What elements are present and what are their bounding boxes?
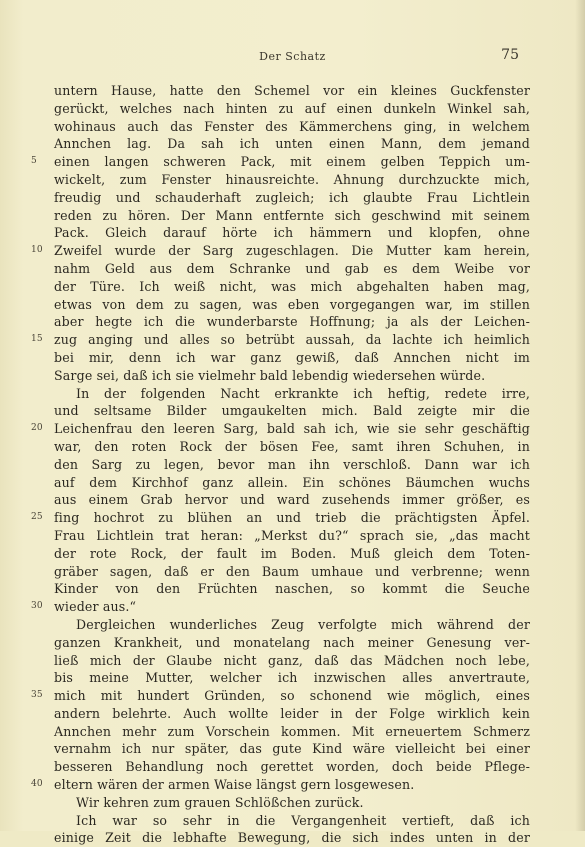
line-text: etwas von dem zu sagen, was eben vorgegangen war, im stillen [54, 296, 530, 312]
line-text: vernahm ich nur später, das gute Kind wäre vielleicht bei einer [54, 741, 530, 757]
line-text: aber hegte ich die wunderbarste Hoffnung; ja als der Leichen- [54, 314, 530, 330]
line-text: Dergleichen wunderliches Zeug verfolgte mich während der [76, 616, 530, 632]
text-line [54, 545, 530, 563]
text-line [54, 812, 530, 830]
line-text: besseren Behandlung noch gerettet worden, doch beide Pflege- [54, 759, 530, 775]
text-line [54, 652, 530, 670]
line-text: Leichenfrau den leeren Sarg, bald sah ich, wie sie sehr geschäftig [54, 421, 530, 437]
line-text: Sarge sei, daß ich sie vielmehr bald lebendig wiedersehen würde. [54, 367, 486, 383]
text-line [54, 634, 530, 652]
line-text: gerückt, welches nach hinten zu auf einen dunkeln Winkel sah, [54, 100, 530, 116]
line-text: der rote Rock, der fault im Boden. Muß gleich dem Toten- [54, 545, 530, 561]
text-line [31, 509, 530, 527]
text-line [54, 313, 530, 331]
line-number: 25 [31, 512, 43, 523]
line-text: zug anging und alles so betrübt aussah, da lachte ich heimlich [54, 332, 530, 348]
text-line [54, 260, 530, 278]
line-number: 40 [31, 779, 43, 790]
line-text: freudig und schauderhaft zugleich; ich glaubte Frau Lichtlein [54, 189, 530, 205]
text-line [54, 296, 530, 314]
page-number: 75 [501, 47, 519, 63]
body-text [31, 82, 530, 847]
line-number: 30 [31, 601, 43, 612]
line-text: wieder aus.“ [54, 599, 137, 615]
text-line [54, 171, 530, 189]
text-line [54, 740, 530, 758]
text-line [54, 349, 530, 367]
line-text: Kinder von den Früchten naschen, so kommt die Seuche [54, 581, 530, 597]
line-text: einige Zeit die lebhafte Bewegung, die sich indes unten in der [54, 830, 530, 846]
text-line [54, 580, 530, 598]
line-text: auf dem Kirchhof ganz allein. Ein schönes Bäumchen wuchs [54, 474, 530, 490]
text-line [31, 153, 530, 171]
text-line [54, 669, 530, 687]
line-text: ließ mich der Glaube nicht ganz, daß das Mädchen noch lebe, [54, 652, 530, 668]
line-text: der Türe. Ich weiß nicht, was mich abgehalten haben mag, [54, 278, 530, 294]
line-text: Pack. Gleich darauf hörte ich hämmern und klopfen, ohne [54, 225, 530, 241]
line-text: bei mir, denn ich war ganz gewiß, daß Annchen nicht im [54, 349, 530, 365]
line-text: bis meine Mutter, welcher ich inzwischen alles anvertraute, [54, 670, 530, 686]
text-line [54, 100, 530, 118]
line-text: und seltsame Bilder umgaukelten mich. Bald zeigte mir die [54, 403, 530, 419]
text-line [31, 331, 530, 349]
text-line [54, 527, 530, 545]
running-head [0, 47, 585, 68]
text-line [54, 82, 530, 100]
text-line [54, 616, 530, 634]
text-line [54, 189, 530, 207]
text-line [54, 474, 530, 492]
text-line [54, 794, 530, 812]
line-text: gräber sagen, daß er den Baum umhaue und verbrenne; wenn [54, 563, 530, 579]
text-line [54, 829, 530, 847]
running-title: Der Schatz [259, 50, 326, 63]
text-line [31, 420, 530, 438]
text-line [54, 456, 530, 474]
line-text: den Sarg zu legen, bevor man ihn verschloß. Dann war ich [54, 456, 530, 472]
text-line [54, 491, 530, 509]
line-text: Zweifel wurde der Sarg zugeschlagen. Die Mutter kam herein, [54, 243, 530, 259]
line-text: war, den roten Rock der bösen Fee, samt ihren Schuhen, in [54, 438, 530, 454]
text-line [54, 758, 530, 776]
text-line [31, 598, 530, 616]
page-edge-shadow [575, 0, 585, 831]
text-line [31, 687, 530, 705]
text-line [54, 278, 530, 296]
line-text: untern Hause, hatte den Schemel vor ein kleines Guckfenster [54, 83, 530, 98]
text-line [54, 438, 530, 456]
line-text: In der folgenden Nacht erkrankte ich heftig, redete irre, [76, 385, 530, 401]
text-line [54, 563, 530, 581]
text-line [31, 776, 530, 794]
line-number: 10 [31, 245, 43, 256]
text-line [54, 224, 530, 242]
line-number: 20 [31, 423, 43, 434]
line-text: ganzen Krankheit, und monatelang nach meiner Genesung ver- [54, 634, 530, 650]
text-line [54, 705, 530, 723]
line-text: Annchen mehr zum Vorschein kommen. Mit erneuertem Schmerz [54, 723, 530, 739]
text-line [31, 242, 530, 260]
line-text: Wir kehren zum grauen Schlößchen zurück. [76, 794, 364, 810]
line-text: Annchen lag. Da sah ich unten einen Mann, dem jemand [54, 136, 530, 152]
line-text: einen langen schweren Pack, mit einem gelben Teppich um- [54, 154, 530, 170]
line-number: 35 [31, 690, 43, 701]
text-line [54, 367, 530, 385]
text-line [54, 385, 530, 403]
line-text: aus einem Grab hervor und ward zusehends immer größer, es [54, 492, 530, 508]
line-text: wohinaus auch das Fenster des Kämmerchens ging, in welchem [54, 118, 530, 134]
line-number: 5 [31, 156, 37, 167]
text-line [54, 723, 530, 741]
line-text: fing hochrot zu blühen an und trieb die prächtigsten Äpfel. [54, 510, 530, 526]
line-text: Ich war so sehr in die Vergangenheit vertieft, daß ich [76, 812, 530, 828]
text-line [54, 207, 530, 225]
line-text: Frau Lichtlein trat heran: „Merkst du?“ sprach sie, „das macht [54, 527, 530, 543]
line-text: andern belehrte. Auch wollte leider in der Folge wirklich kein [54, 705, 530, 721]
line-number: 15 [31, 334, 43, 345]
line-text: eltern wären der armen Waise längst gern losgewesen. [54, 777, 415, 793]
line-text: mich mit hundert Gründen, so schonend wie möglich, eines [54, 688, 530, 704]
text-line [54, 118, 530, 136]
text-line [54, 135, 530, 153]
line-text: wickelt, zum Fenster hinausreichte. Ahnung durchzuckte mich, [54, 171, 530, 187]
text-line [54, 402, 530, 420]
line-text: reden zu hören. Der Mann entfernte sich geschwind mit seinem [54, 207, 530, 223]
line-text: nahm Geld aus dem Schranke und gab es dem Weibe vor [54, 260, 530, 276]
